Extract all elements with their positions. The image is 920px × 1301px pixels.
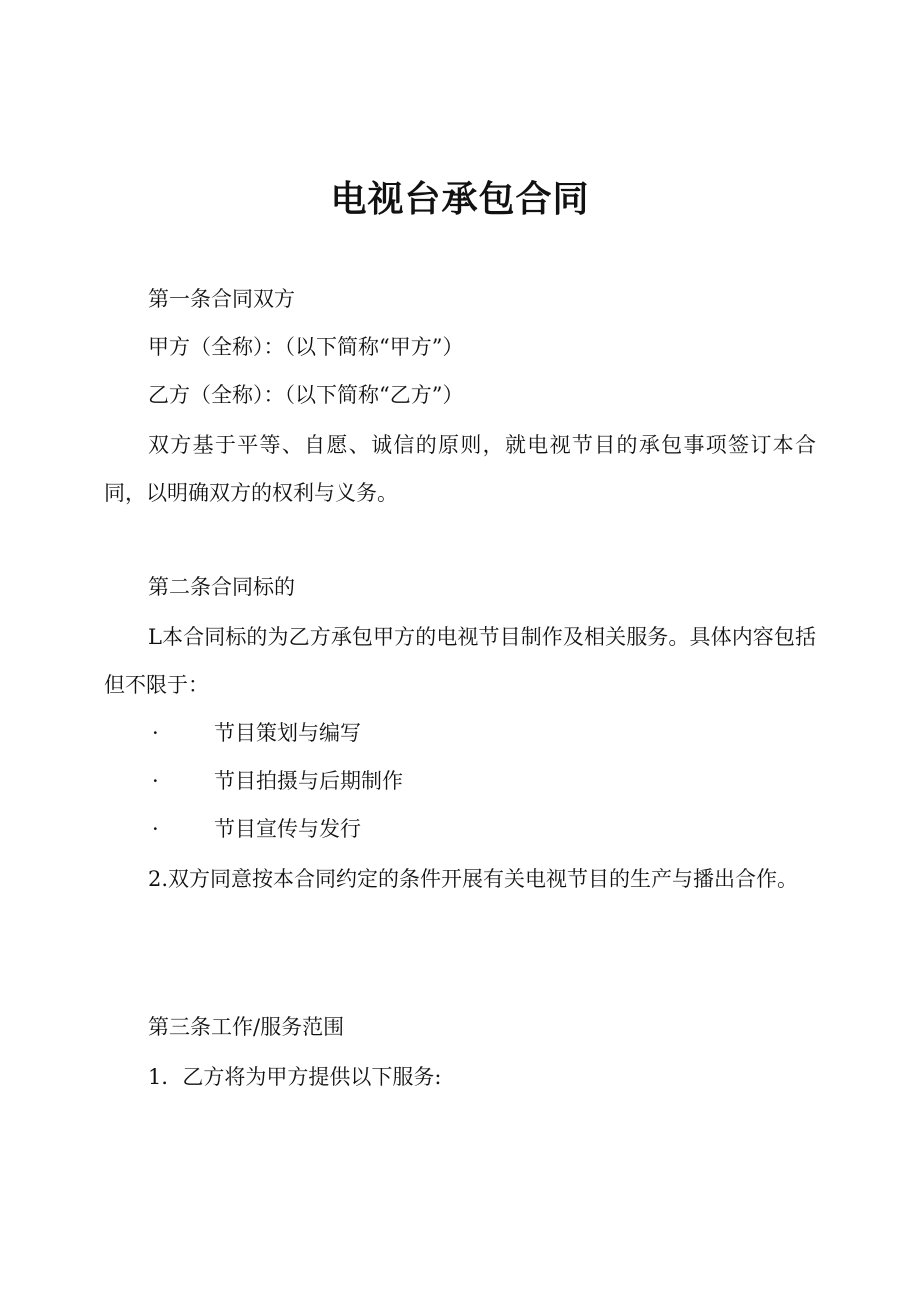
article-2-item-1-paragraph: L本合同标的为乙方承包甲方的电视节目制作及相关服务。具体内容包括但不限于： — [104, 625, 816, 697]
article-3-heading: 第三条工作/服务范围 — [148, 1015, 345, 1039]
document-title: 电视台承包合同 — [330, 179, 590, 220]
party-a-line: 甲方（全称）：（以下简称“甲方”） — [148, 335, 464, 359]
article-2-item-2-paragraph: 2.双方同意按本合同约定的条件开展有关电视节目的生产与播出合作。 — [148, 867, 799, 891]
article-2-heading: 第二条合同标的 — [148, 575, 295, 599]
bullet-marker: · — [152, 721, 159, 745]
article-1-heading: 第一条合同双方 — [148, 287, 295, 311]
bullet-item-planning: 节目策划与编写 — [214, 721, 361, 745]
party-b-line: 乙方（全称）：（以下简称“乙方”） — [148, 383, 464, 407]
article-3-item-1: 1．乙方将为甲方提供以下服务: — [148, 1065, 442, 1089]
article-1-intro-paragraph: 双方基于平等、自愿、诚信的原则，就电视节目的承包事项签订本合同，以明确双方的权利与义务。 — [104, 433, 816, 505]
bullet-marker: · — [152, 817, 159, 841]
bullet-item-promotion: 节目宣传与发行 — [214, 817, 361, 841]
bullet-item-production: 节目拍摄与后期制作 — [214, 769, 403, 793]
bullet-marker: · — [152, 769, 159, 793]
